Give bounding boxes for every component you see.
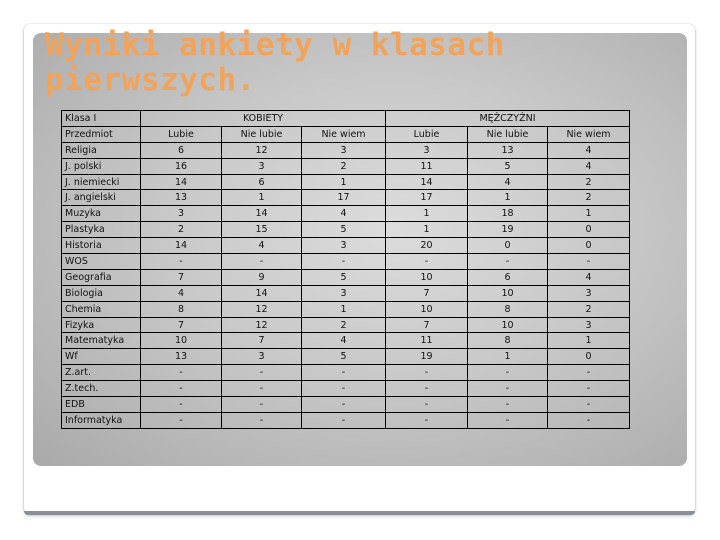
table-cell: 3 — [222, 349, 302, 365]
table-cell: - — [548, 397, 630, 413]
table-cell: 20 — [386, 238, 468, 254]
table-cell: - — [141, 365, 222, 381]
table-row — [62, 190, 630, 206]
table-cell: - — [222, 397, 302, 413]
group-header-row — [62, 111, 630, 127]
table-cell: - — [141, 397, 222, 413]
table-cell: 0 — [468, 238, 548, 254]
subject-name: Religia — [62, 142, 141, 158]
table-cell: 1 — [302, 301, 386, 317]
table-row — [62, 301, 630, 317]
table-cell: - — [222, 381, 302, 397]
subject-name: Geografia — [62, 269, 141, 285]
table-row — [62, 238, 630, 254]
table-cell: - — [548, 381, 630, 397]
subject-name: Z.art. — [62, 365, 141, 381]
table-cell: 18 — [468, 206, 548, 222]
table-cell: 3 — [222, 158, 302, 174]
table-cell: 8 — [141, 301, 222, 317]
subject-name: Fizyka — [62, 317, 141, 333]
table-cell: 13 — [141, 190, 222, 206]
table-cell: - — [222, 254, 302, 270]
table-cell: 2 — [548, 190, 630, 206]
table-cell: 3 — [548, 317, 630, 333]
table-cell: - — [386, 381, 468, 397]
table-cell: 6 — [468, 269, 548, 285]
table-cell: - — [386, 412, 468, 428]
table-cell: - — [468, 397, 548, 413]
table-row — [62, 254, 630, 270]
table-cell: 2 — [548, 301, 630, 317]
table-body — [62, 111, 630, 429]
table-cell: 10 — [468, 285, 548, 301]
table-cell: 4 — [548, 158, 630, 174]
table-cell: 14 — [222, 206, 302, 222]
table-cell: 3 — [386, 142, 468, 158]
subject-column-header: Przedmiot — [62, 126, 141, 142]
table-row — [62, 206, 630, 222]
table-cell: 9 — [222, 269, 302, 285]
table-row — [62, 317, 630, 333]
table-cell: 13 — [468, 142, 548, 158]
table-row — [62, 349, 630, 365]
table-cell: 7 — [386, 285, 468, 301]
table-row — [62, 333, 630, 349]
table-cell: - — [386, 365, 468, 381]
table-cell: - — [386, 397, 468, 413]
table-cell: - — [141, 412, 222, 428]
subject-name: Matematyka — [62, 333, 141, 349]
table-cell: 3 — [141, 206, 222, 222]
table-cell: 1 — [468, 349, 548, 365]
table-cell: 14 — [141, 174, 222, 190]
table-row — [62, 269, 630, 285]
subject-name: J. angielski — [62, 190, 141, 206]
table-cell: 7 — [141, 317, 222, 333]
answer-header: Lubie — [141, 126, 222, 142]
table-cell: 15 — [222, 222, 302, 238]
table-cell: - — [302, 381, 386, 397]
answer-header: Nie lubie — [222, 126, 302, 142]
table-cell: 14 — [222, 285, 302, 301]
table-row — [62, 365, 630, 381]
table-cell: 8 — [468, 301, 548, 317]
table-cell: - — [548, 254, 630, 270]
table-cell: - — [548, 412, 630, 428]
table-cell: 7 — [386, 317, 468, 333]
subject-name: Muzyka — [62, 206, 141, 222]
table-cell: 5 — [302, 222, 386, 238]
table-cell: 10 — [468, 317, 548, 333]
table-cell: - — [222, 412, 302, 428]
table-cell: 4 — [548, 269, 630, 285]
table-cell: 1 — [548, 333, 630, 349]
table-cell: 4 — [548, 142, 630, 158]
table-row — [62, 158, 630, 174]
table-cell: - — [386, 254, 468, 270]
subject-name: Z.tech. — [62, 381, 141, 397]
table-cell: 1 — [548, 206, 630, 222]
table-cell: 14 — [386, 174, 468, 190]
table-row — [62, 397, 630, 413]
table-cell: 12 — [222, 301, 302, 317]
table-cell: - — [302, 254, 386, 270]
table-cell: 1 — [302, 174, 386, 190]
table-cell: 6 — [222, 174, 302, 190]
answer-header-row — [62, 126, 630, 142]
table-row — [62, 174, 630, 190]
answer-header: Nie lubie — [468, 126, 548, 142]
table-cell: 0 — [548, 238, 630, 254]
table-cell: - — [302, 365, 386, 381]
table-cell: 5 — [468, 158, 548, 174]
table-cell: 3 — [302, 285, 386, 301]
table-cell: - — [302, 412, 386, 428]
table-cell: 5 — [302, 269, 386, 285]
table-cell: 2 — [548, 174, 630, 190]
table-row — [62, 222, 630, 238]
table-cell: 7 — [222, 333, 302, 349]
table-cell: 2 — [141, 222, 222, 238]
table-cell: 4 — [302, 206, 386, 222]
table-cell: 5 — [302, 349, 386, 365]
subject-name: Wf — [62, 349, 141, 365]
table-cell: - — [468, 381, 548, 397]
answer-header: Nie wiem — [302, 126, 386, 142]
table-cell: 0 — [548, 222, 630, 238]
table-cell: 2 — [302, 317, 386, 333]
table-cell: 11 — [386, 333, 468, 349]
table-cell: 17 — [302, 190, 386, 206]
subject-name: Biologia — [62, 285, 141, 301]
subject-name: Plastyka — [62, 222, 141, 238]
subject-name: WOS — [62, 254, 141, 270]
table-cell: 11 — [386, 158, 468, 174]
table-cell: - — [302, 397, 386, 413]
table-cell: 10 — [386, 269, 468, 285]
answer-header: Lubie — [386, 126, 468, 142]
table-cell: 3 — [548, 285, 630, 301]
table-cell: 8 — [468, 333, 548, 349]
table-cell: 6 — [141, 142, 222, 158]
table-cell: 3 — [302, 142, 386, 158]
table-cell: - — [548, 365, 630, 381]
table-cell: 1 — [468, 190, 548, 206]
table-row — [62, 285, 630, 301]
table-cell: 1 — [222, 190, 302, 206]
table-cell: 2 — [302, 158, 386, 174]
table-cell: 10 — [386, 301, 468, 317]
group-header-men: MĘŻCZYŹNI — [386, 111, 630, 127]
table-row — [62, 142, 630, 158]
table-cell: 10 — [141, 333, 222, 349]
table-cell: 14 — [141, 238, 222, 254]
subject-name: Chemia — [62, 301, 141, 317]
table-cell: - — [468, 412, 548, 428]
table-cell: - — [222, 365, 302, 381]
subject-name: J. polski — [62, 158, 141, 174]
group-header-women: KOBIETY — [141, 111, 386, 127]
table-cell: 4 — [302, 333, 386, 349]
slide-bottom-edge — [24, 511, 695, 515]
table-cell: - — [141, 254, 222, 270]
table-cell: 0 — [548, 349, 630, 365]
table-cell: - — [141, 381, 222, 397]
class-label: Klasa I — [62, 111, 141, 127]
slide-title: Wyniki ankiety w klasach pierwszych. — [45, 27, 505, 98]
table-row — [62, 381, 630, 397]
table-row — [62, 412, 630, 428]
survey-results-table — [61, 110, 630, 429]
table-cell: 19 — [468, 222, 548, 238]
table-cell: 13 — [141, 349, 222, 365]
answer-header: Nie wiem — [548, 126, 630, 142]
table-cell: 7 — [141, 269, 222, 285]
table-cell: 1 — [386, 222, 468, 238]
table-cell: - — [468, 365, 548, 381]
table-cell: 4 — [222, 238, 302, 254]
table-cell: 4 — [468, 174, 548, 190]
table-cell: 12 — [222, 317, 302, 333]
table-cell: 4 — [141, 285, 222, 301]
subject-name: J. niemiecki — [62, 174, 141, 190]
subject-name: Informatyka — [62, 412, 141, 428]
table-cell: - — [468, 254, 548, 270]
table-cell: 16 — [141, 158, 222, 174]
subject-name: EDB — [62, 397, 141, 413]
table-cell: 19 — [386, 349, 468, 365]
table-cell: 17 — [386, 190, 468, 206]
subject-name: Historia — [62, 238, 141, 254]
table-cell: 12 — [222, 142, 302, 158]
table-cell: 3 — [302, 238, 386, 254]
table-cell: 1 — [386, 206, 468, 222]
